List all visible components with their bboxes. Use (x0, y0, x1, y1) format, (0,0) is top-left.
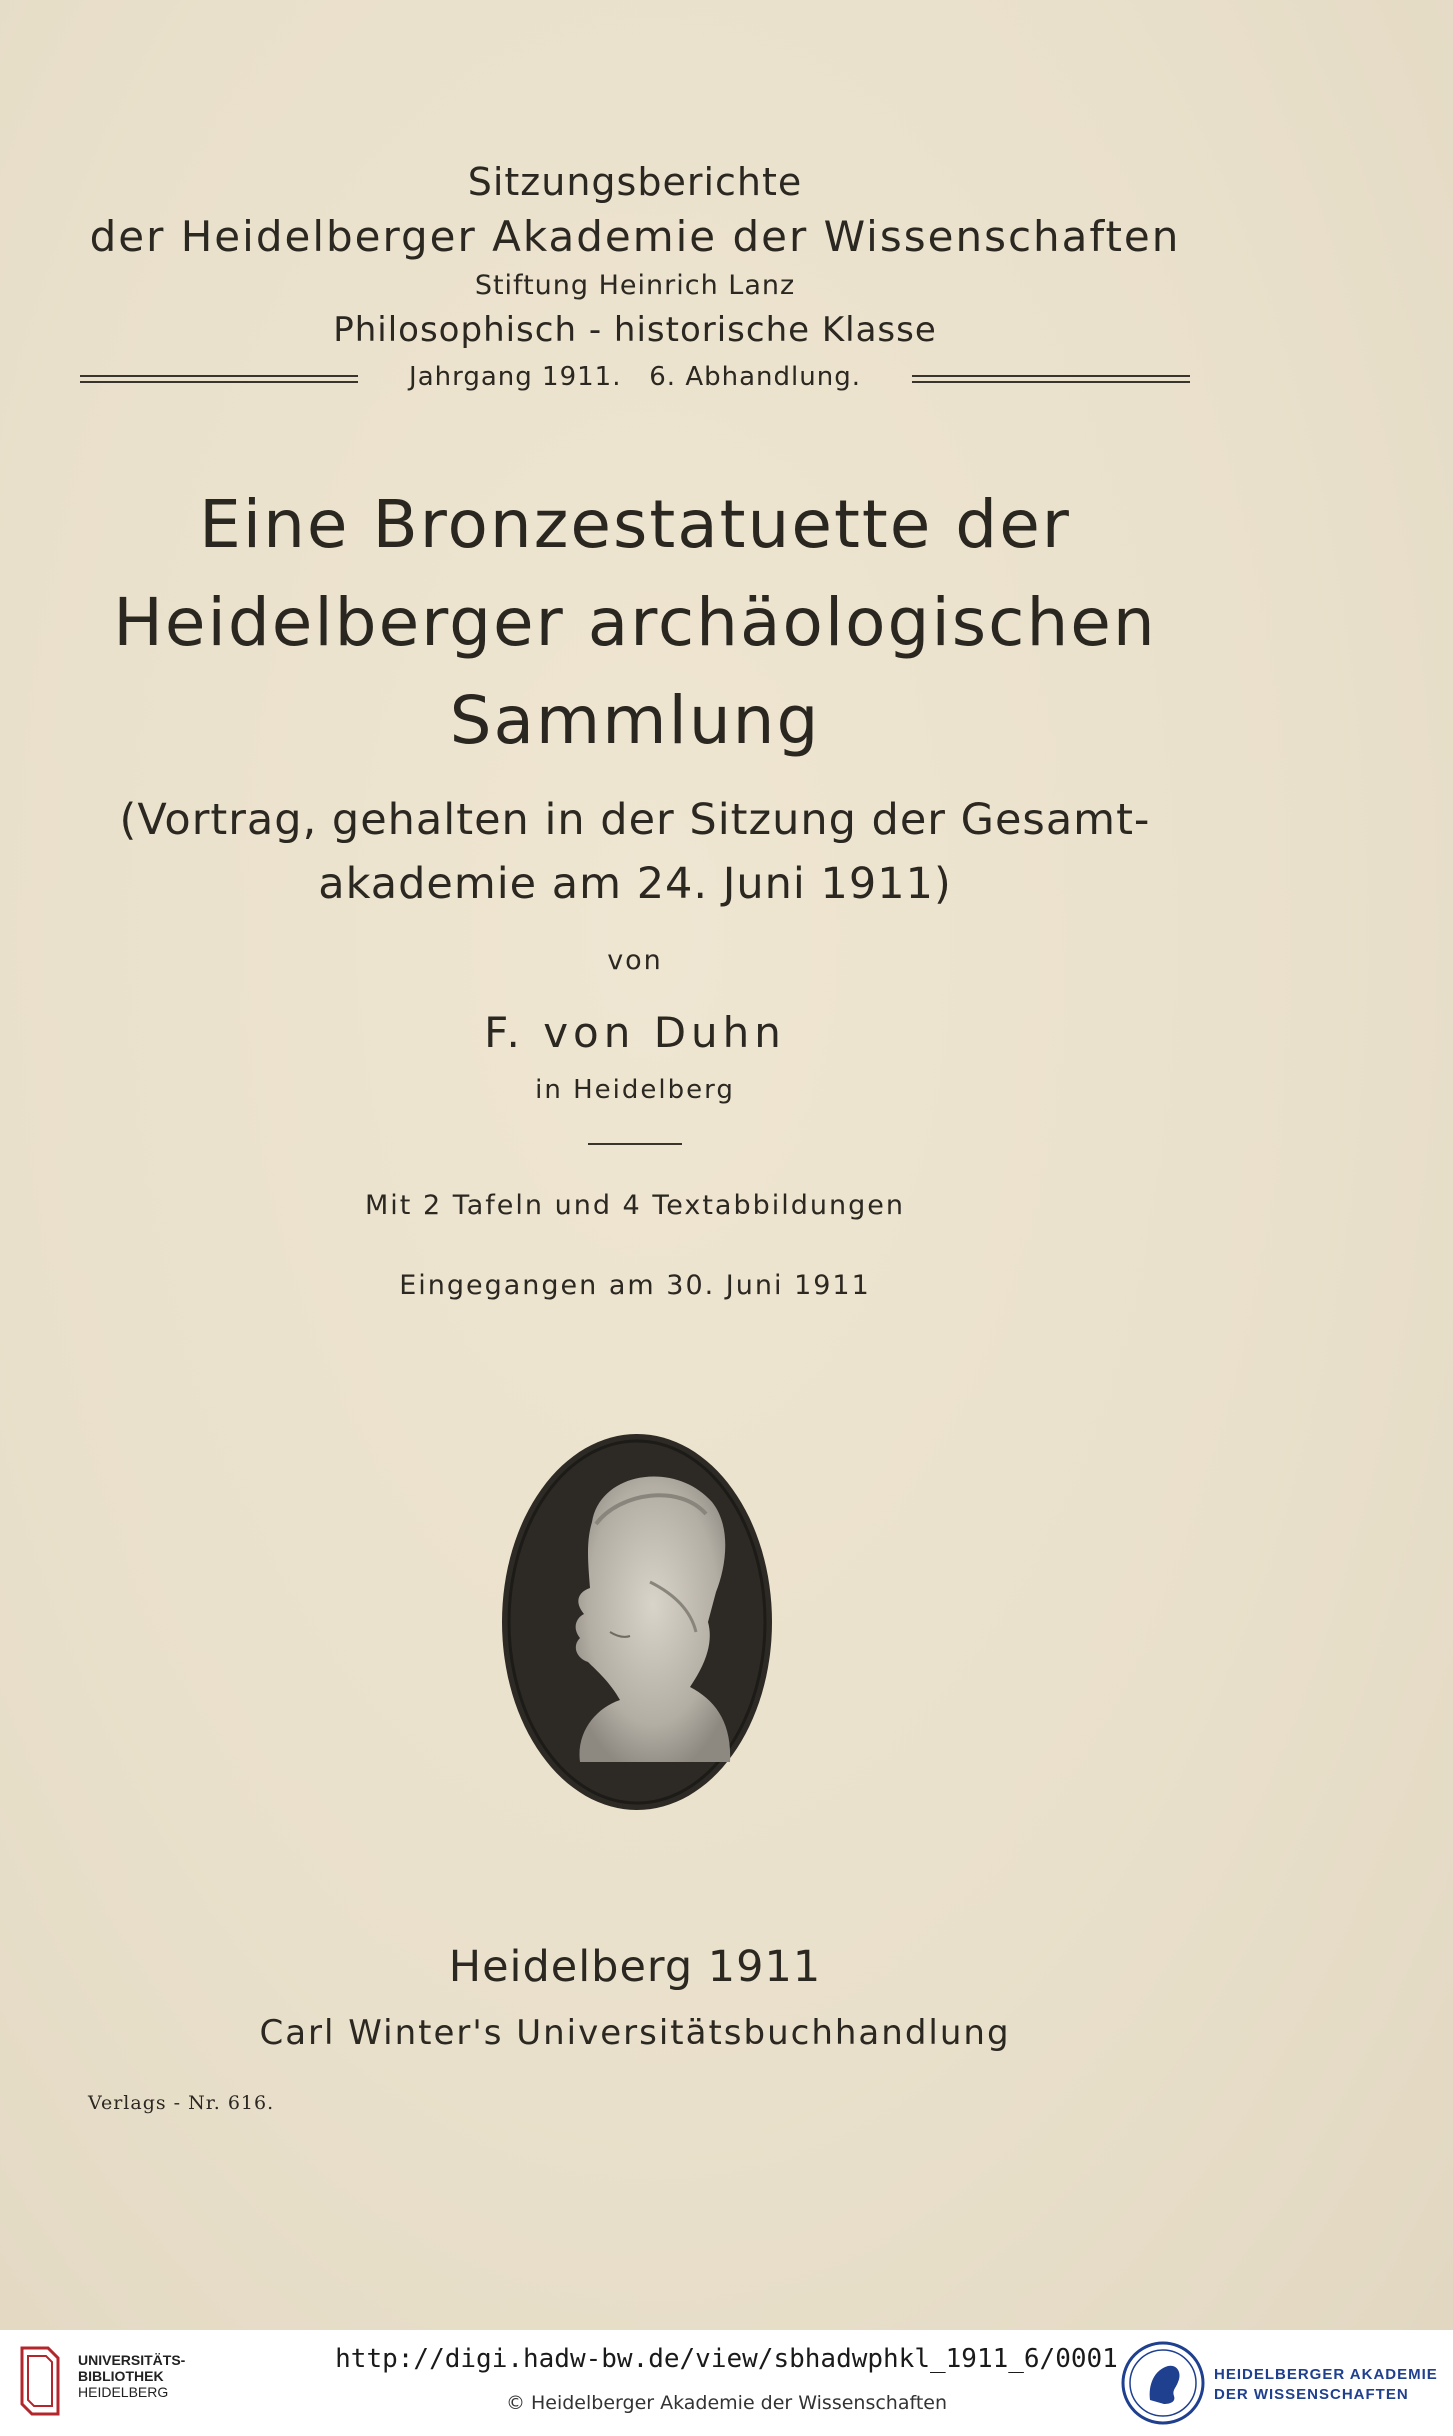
short-rule (588, 1143, 682, 1145)
volume-number: Jahrgang 1911. 6. Abhandlung. (409, 362, 861, 392)
series-title: Sitzungsberichte (467, 160, 803, 204)
subtitle (0, 788, 1270, 916)
subtitle-line-1: (Vortrag, gehalten in der Sitzung der Gesamt- (119, 795, 1151, 845)
viewer-footer (0, 2330, 1453, 2436)
foundation-name: Stiftung Heinrich Lanz (474, 270, 796, 301)
double-rule-right (912, 375, 1190, 383)
academy-name: der Heidelberger Akademie der Wissenschaften (89, 212, 1181, 261)
publisher-name: Carl Winter's Universitätsbuchhandlung (259, 2013, 1011, 2053)
title-line-1: Eine Bronzestatuette der (199, 486, 1071, 563)
academy-label (1214, 2365, 1438, 2405)
volume-line (80, 362, 1190, 402)
ub-line-2: BIBLIOTHEK (78, 2368, 164, 2384)
author-name: F. von Duhn (484, 1008, 786, 1057)
ub-line-3: HEIDELBERG (78, 2384, 169, 2400)
academy-line-2: DER WISSENSCHAFTEN (1214, 2386, 1409, 2403)
academy-line-1: HEIDELBERGER AKADEMIE (1214, 2366, 1438, 2383)
ub-line-1: UNIVERSITÄTS- (78, 2352, 186, 2368)
academy-logo-icon (1120, 2340, 1206, 2426)
title-line-2: Heidelberger archäologischen (113, 584, 1157, 661)
title-line-3: Sammlung (449, 682, 821, 759)
athena-cameo-vignette (500, 1432, 774, 1812)
class-name: Philosophisch - historische Klasse (333, 310, 937, 350)
by-word: von (607, 945, 663, 976)
received-date: Eingegangen am 30. Juni 1911 (399, 1270, 871, 1301)
plates-note: Mit 2 Tafeln und 4 Textabbildungen (365, 1190, 905, 1221)
publication-place-year: Heidelberg 1911 (448, 1942, 822, 1992)
subtitle-line-2: akademie am 24. Juni 1911) (318, 859, 952, 909)
publisher-number: Verlags - Nr. 616. (88, 2092, 275, 2114)
main-title (0, 476, 1270, 770)
permalink-url[interactable]: http://digi.hadw-bw.de/view/sbhadwphkl_1911_6/0001 (335, 2344, 1118, 2374)
copyright-notice: © Heidelberger Akademie der Wissenschaften (505, 2392, 948, 2414)
author-place: in Heidelberg (535, 1075, 735, 1105)
